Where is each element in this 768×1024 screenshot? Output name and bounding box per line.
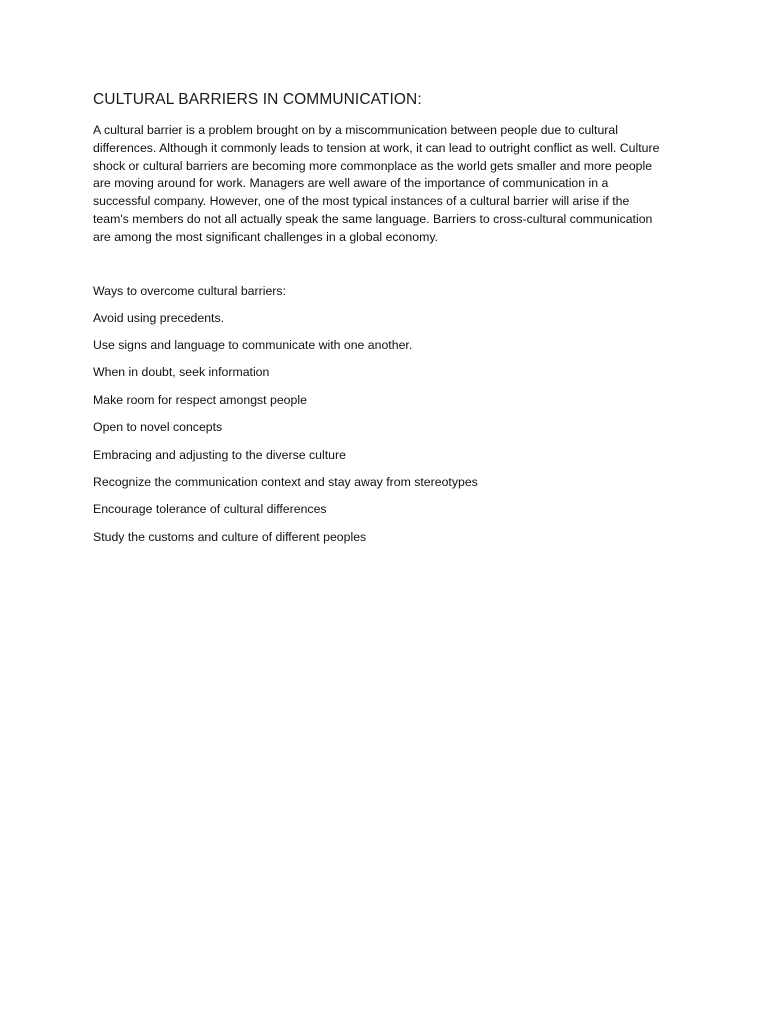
document-body (93, 90, 665, 556)
list-item: Encourage tolerance of cultural differences (93, 502, 327, 517)
document-title: CULTURAL BARRIERS IN COMMUNICATION: (93, 91, 422, 108)
list-item: Make room for respect amongst people (93, 392, 307, 407)
list-item: Study the customs and culture of different peoples (93, 529, 367, 544)
paragraph-spacer (93, 247, 665, 283)
list-item: Avoid using precedents. (93, 310, 225, 325)
list-item: Open to novel concepts (93, 420, 223, 435)
list-item: Embracing and adjusting to the diverse culture (93, 447, 346, 462)
ways-list (93, 310, 665, 546)
list-item: When in doubt, seek information (93, 365, 270, 380)
ways-heading: Ways to overcome cultural barriers: (93, 283, 286, 298)
intro-paragraph: A cultural barrier is a problem brought on by a miscommunication between people due to cultural differences. Although it commonly leads to tension at work, it can lead to outright conflict as well. Culture shock or cultural barriers are becoming more commonplace as the world gets smaller and more people are moving around for work. Managers are well aware of the importance of communication in a successful company. However, one of the most typical instances of a cultural barrier will arise if the team's members do not all actually speak the same language. Barriers to cross-cultural communication are among the most significant challenges in a global economy. (93, 123, 660, 244)
list-item: Recognize the communication context and stay away from stereotypes (93, 474, 478, 489)
list-item: Use signs and language to communicate with one another. (93, 337, 413, 352)
